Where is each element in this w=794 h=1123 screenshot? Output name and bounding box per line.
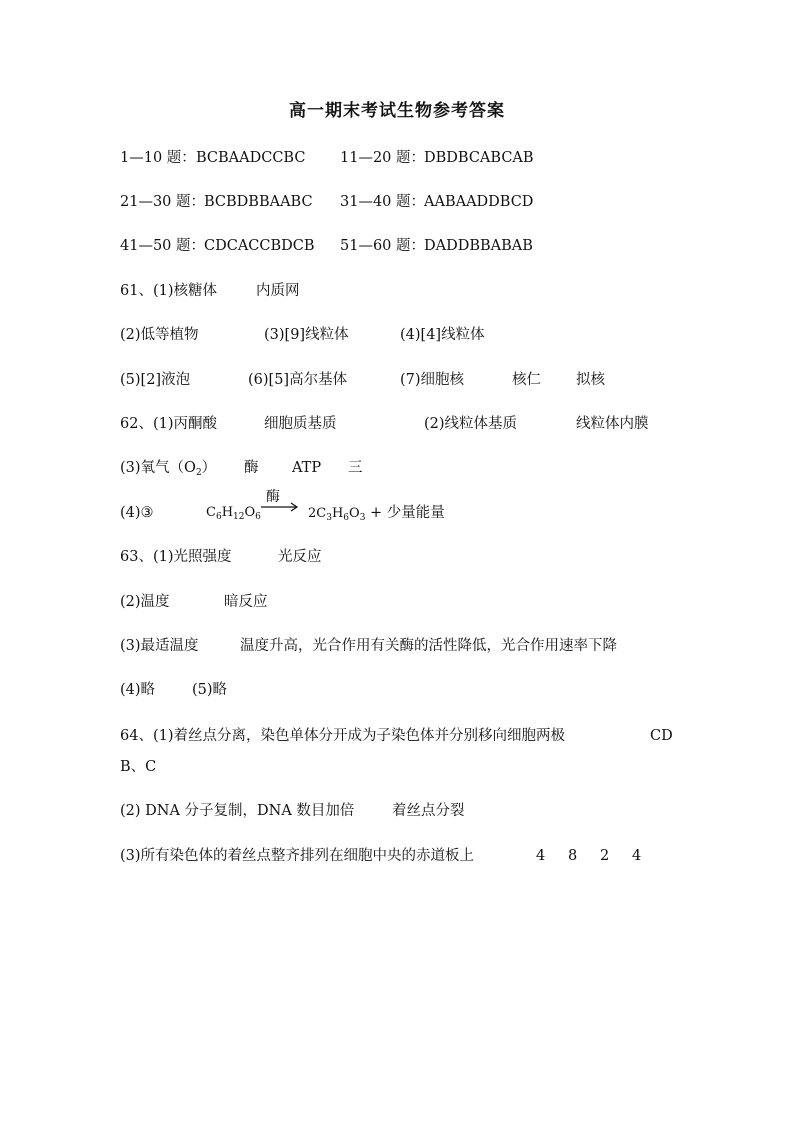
answer-text: (5)略: [192, 682, 228, 698]
answer-number: 2: [600, 848, 610, 864]
choice-answers: BCBAADCCBC: [196, 150, 306, 166]
answer-text: (2)低等植物: [120, 327, 199, 343]
answer-number: 4: [632, 848, 642, 864]
answer-text: 内质网: [256, 283, 300, 299]
answer-text: 暗反应: [224, 594, 268, 610]
answer-text: 酶: [244, 460, 259, 476]
answer-text: 细胞质基质: [264, 416, 337, 432]
choice-range: 31—40 题：: [340, 194, 426, 210]
answer-text: 三: [348, 460, 363, 476]
answer-text: (4)③: [120, 505, 154, 521]
choice-range: 41—50 题：: [120, 238, 206, 254]
answer-text: CD: [650, 728, 673, 744]
product-formula: $2C_3H_6O_3$ + 少量能量: [308, 505, 445, 523]
answer-text: (3)所有染色体的着丝点整齐排列在细胞中央的赤道板上: [120, 848, 475, 864]
page-title: 高一期末考试生物参考答案: [289, 101, 505, 121]
answer-text: (7)细胞核: [400, 372, 465, 388]
reactant-formula: $C_6H_{12}O_6$: [206, 505, 261, 522]
answer-text: 温度升高，光合作用有关酶的活性降低，光合作用速率下降: [240, 638, 617, 654]
answer-text: 62、(1)丙酮酸: [120, 416, 217, 432]
answer-text: 拟核: [576, 372, 605, 388]
answer-text: 64、(1)着丝点分离，染色单体分开成为子染色体并分别移向细胞两极: [120, 728, 565, 744]
catalyst-label: 酶: [266, 489, 280, 505]
answer-text: (6)[5]高尔基体: [248, 372, 348, 388]
answer-text: (5)[2]液泡: [120, 372, 191, 388]
choice-answers: CDCACCBDCB: [204, 238, 315, 254]
choice-answers: DBDBCABCAB: [424, 150, 534, 166]
answer-text: 核仁: [512, 372, 541, 388]
answer-text: 着丝点分裂: [392, 803, 465, 819]
answer-text: (3)最适温度: [120, 638, 199, 654]
choice-answers: BCBDBBAABC: [204, 194, 313, 210]
choice-answers: AABAADDBCD: [424, 194, 534, 210]
choice-range: 51—60 题：: [340, 238, 426, 254]
answer-text: (3)氧气$(O_2)$: [120, 460, 217, 478]
answer-text: (2) DNA 分子复制，DNA 数目加倍: [120, 803, 355, 819]
answer-text: (4)略: [120, 682, 156, 698]
answer-text: 光反应: [278, 549, 322, 565]
arrow-icon: [260, 502, 300, 512]
answer-number: 4: [536, 848, 546, 864]
answer-text: 63、(1)光照强度: [120, 549, 232, 565]
answer-text: 线粒体内膜: [576, 416, 649, 432]
choice-range: 11—20 题：: [340, 150, 426, 166]
choice-answers: DADDBBABAB: [424, 238, 533, 254]
answer-text: B、C: [120, 759, 157, 775]
answer-text: (4)[4]线粒体: [400, 327, 485, 343]
answer-text: (2)线粒体基质: [424, 416, 518, 432]
answer-text: (2)温度: [120, 594, 170, 610]
answer-text: ATP: [292, 460, 322, 476]
reaction-arrow: [260, 490, 300, 520]
answer-text: (3)[9]线粒体: [264, 327, 349, 343]
choice-range: 21—30 题：: [120, 194, 206, 210]
answer-text: 61、(1)核糖体: [120, 283, 217, 299]
choice-range: 1—10 题：: [120, 150, 196, 166]
answer-number: 8: [568, 848, 578, 864]
